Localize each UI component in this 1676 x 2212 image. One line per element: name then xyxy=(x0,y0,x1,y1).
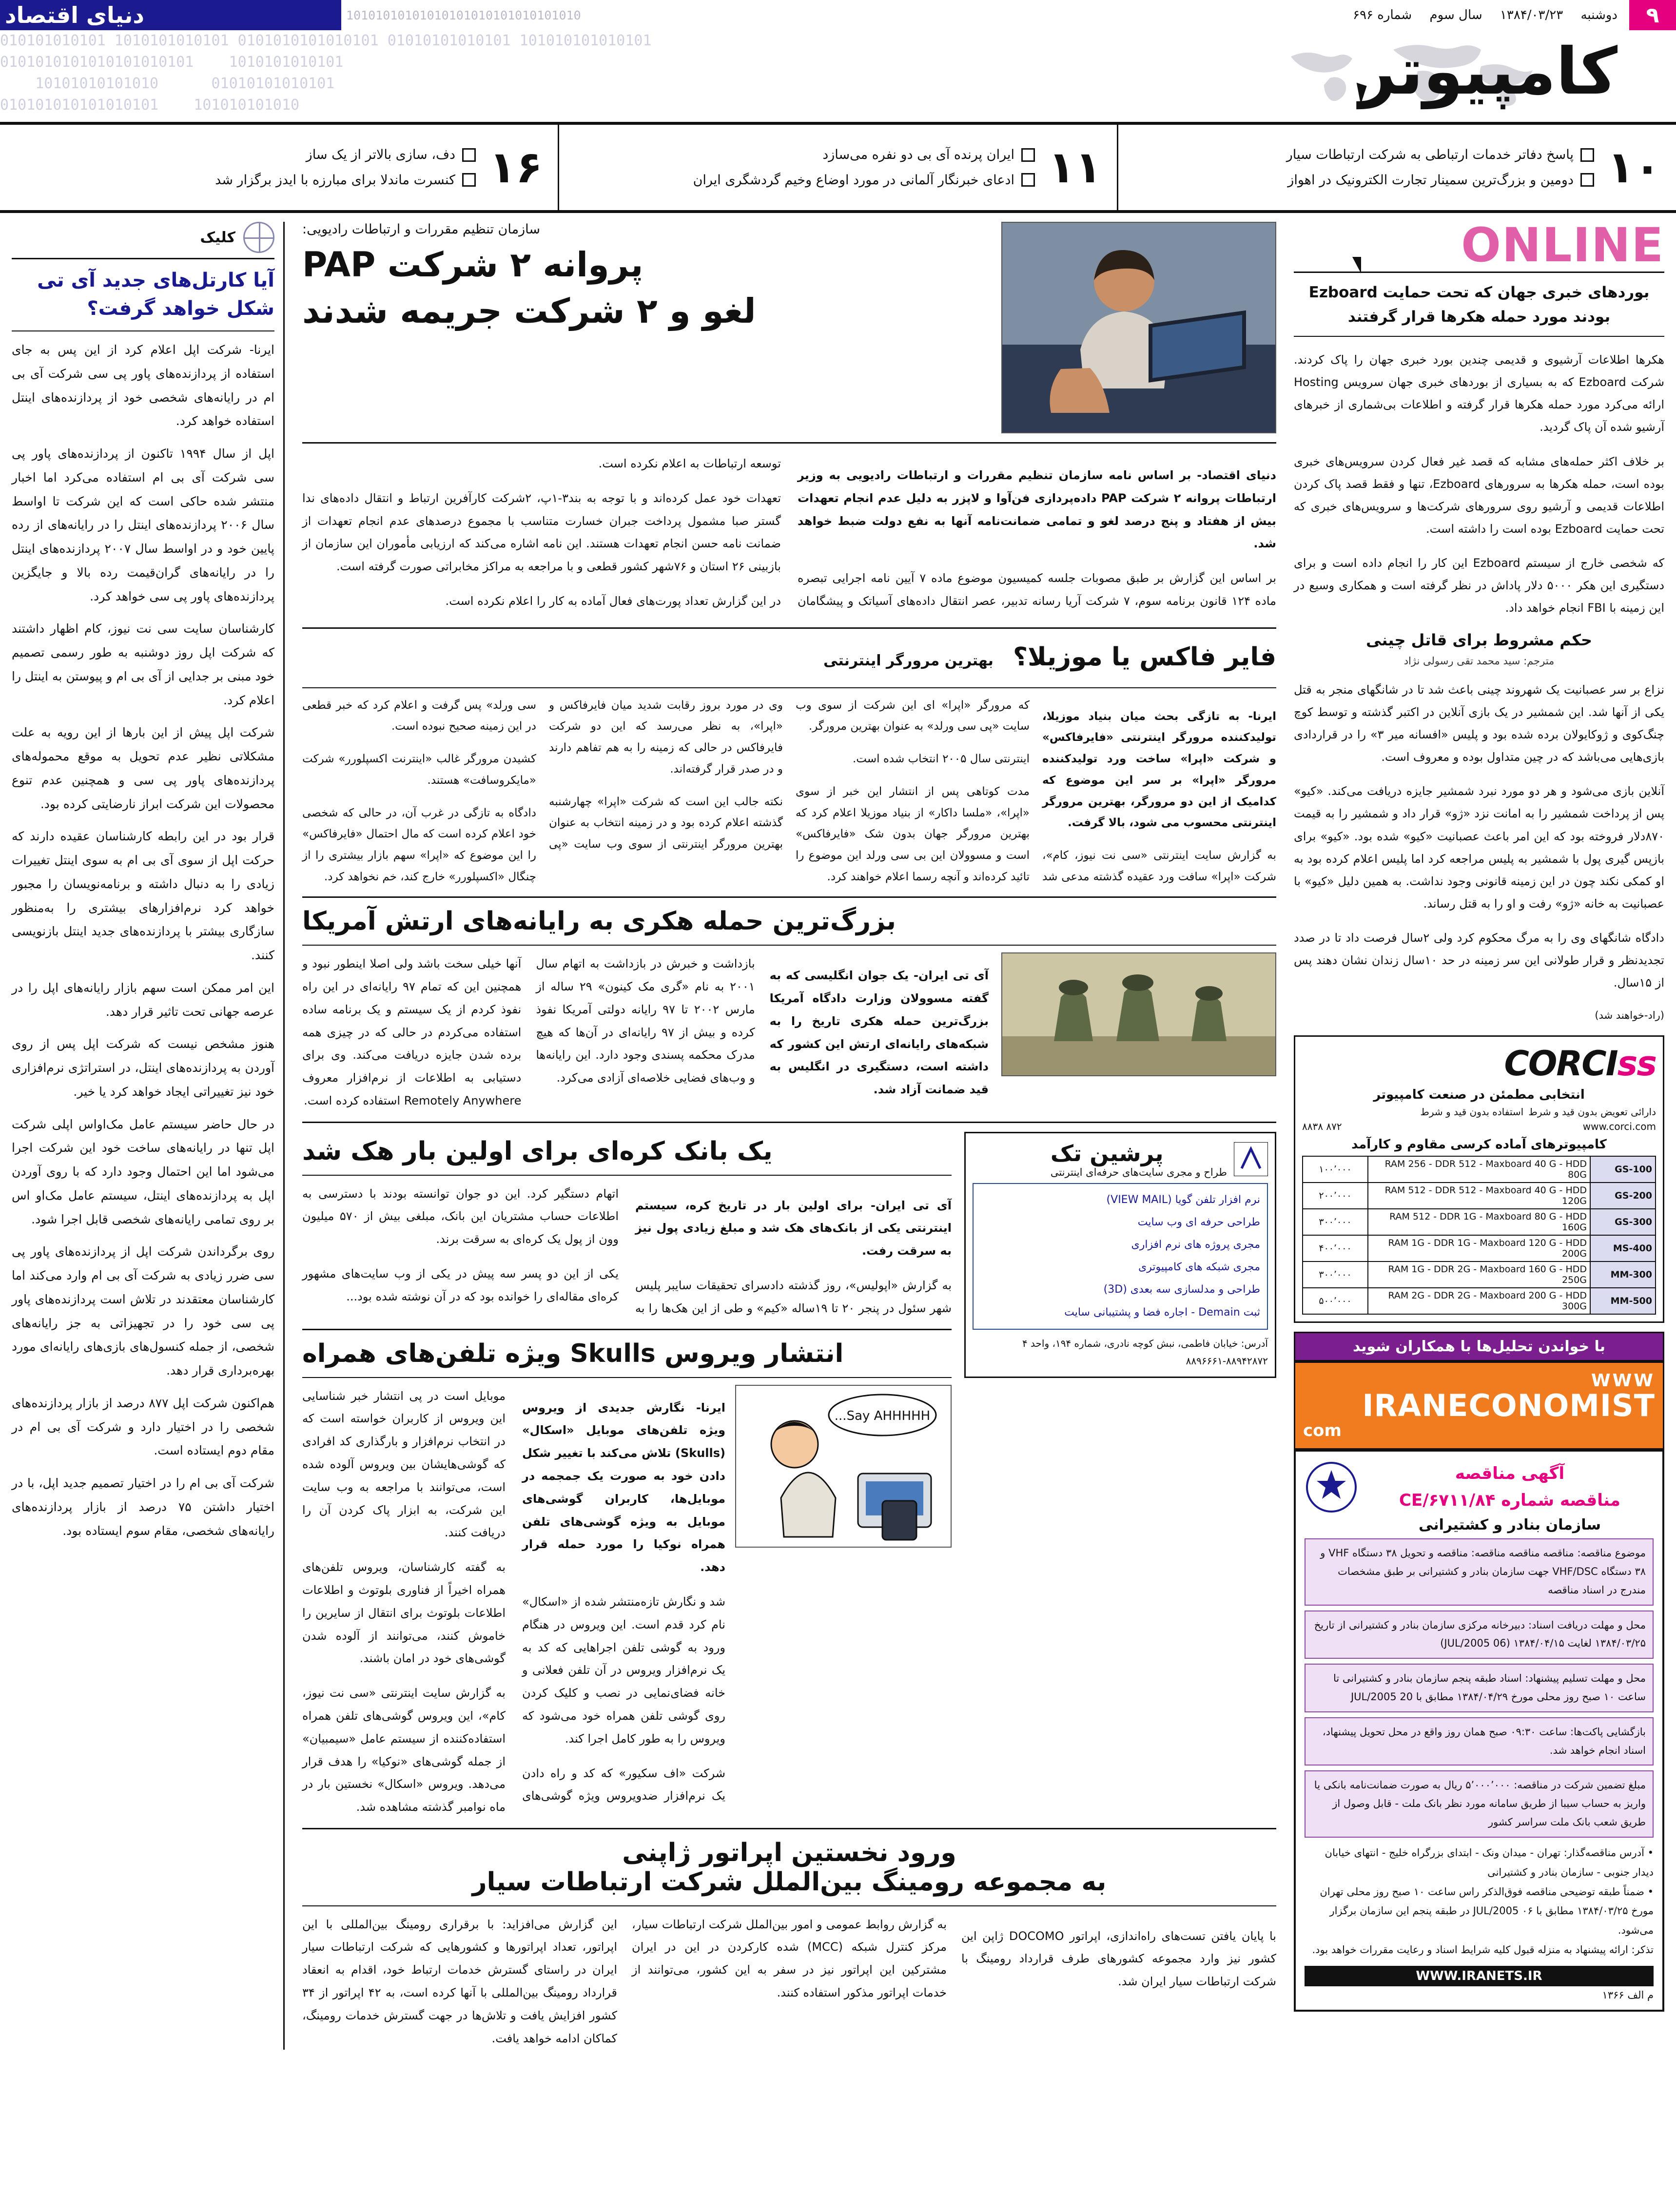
center-column xyxy=(293,222,1285,2050)
lead-paragraph: دنیای اقتصاد- بر اساس نامه سازمان تنظیم مقررات و ارتباطات رادیویی به وزیر ارتباطات پروانه ۲ شرکت PAP داده‌پردازی فن‌آوا و لاپزر به دلیل عدم انجام تعهدات بیش از هفتاد و پنج درصد لغو و تمامی ضمانت‌نامه آنها به نفع دولت ضبط خواهد شد. xyxy=(798,468,1276,551)
paragraph: این امر ممکن است سهم بازار رایانه‌های اپل را در عرصه جهانی تحت تاثیر قرار دهد. xyxy=(12,980,274,1019)
cell-model: GS-200 xyxy=(1590,1183,1656,1209)
lead-article-body xyxy=(302,452,1276,619)
tender-website[interactable]: WWW.IRANETS.IR xyxy=(1305,1966,1654,1986)
skulls-cartoon xyxy=(735,1385,952,1548)
paragraph: در این گزارش تعداد پورت‌های فعال آماده به کار را اعلام نکرده است. xyxy=(445,594,781,608)
korea-bank-row xyxy=(302,1132,1276,1819)
bullet-square-icon xyxy=(1580,148,1594,162)
ad-tender[interactable] xyxy=(1294,1450,1664,2012)
tender-row: مبلغ تضمین شرکت در مناقصه: ۵٬۰۰۰٬۰۰۰ ریال به صورت ضمانت‌نامه بانکی یا واریز به حساب سیبا از طریق سامانه مورد نظر بانک ملت - قابل وصول از طریق شعب بانک ملت سراسر کشور xyxy=(1305,1770,1654,1837)
paragraph: هکرها اطلاعات آرشیوی و قدیمی چندین بورد خبری جهان را پاک کردند. شرکت Ezboard که به بسیاری از بوردهای خبری جهان سرویس Hosting ارائه می‌کرد مورد حمله هکرها قرار گرفته و اطلاعات بی‌شماری از خبرهای آرشیو شده آن پاک گردید. xyxy=(1294,353,1664,434)
list-item: طراحی حرفه ای وب سایت xyxy=(1137,1216,1260,1228)
bullet-square-icon xyxy=(462,148,476,162)
online-article-body xyxy=(1294,349,1664,619)
cell-price: ۳۰۰٬۰۰۰ xyxy=(1303,1261,1368,1288)
paragraph: اپل از سال ۱۹۹۴ تاکنون از پردازنده‌های پاور پی سی شرکت آی بی ام استفاده می‌کرد اما اخبار منتشر شده حاکی است که این شرکت تا اواسط سال ۲۰۰۶ پردازنده‌های اینتل را در رایانه‌های از رده پایین خود و در اواسط سال ۲۰۰۷ پردازنده‌های اینتل را در رایانه‌های گران‌قیمت رده بالا و جایگزین پردازنده‌های پاور پی سی خواهد کرد. xyxy=(12,446,275,603)
tender-footer-line: • آدرس مناقصه‌گذار: تهران - میدان ونک - ابتدای بزرگراه خلیج - انتهای خیابان دیدار جنوبی - سازمان بنادر و کشتیرانی xyxy=(1325,1846,1654,1878)
lead-article xyxy=(302,222,1276,433)
kelik-body xyxy=(12,338,274,1543)
paragraph: شرکت «اف سکیور» که کد و راه دادن یک نرم‌افزار ضدویروس ویژه گوشی‌های موبایل است در پی انتشار خبر شناسایی این ویروس از کاربران خواسته است که در انتخاب نرم‌افزار و بارگذاری کد افرادی که گوشی‌هایشان بین ویروس آلوده شده است، می‌توانند با مراجعه به وب سایت این شرکت، به ابزار پاک کردن آن را دریافت کنند. xyxy=(302,1389,725,1803)
ad-www-label: WWW xyxy=(1591,1371,1655,1391)
paragraph: به گزارش سایت اینترنتی «سی نت نیوز، کام»، این ویروس گوشی‌های تلفن همراه استفاده‌کننده از سیستم عامل «سیمبیان» از جمله گوشی‌های «نوکیا» را هدف قرار می‌دهد. ویروس «اسکال» نخستین بار در ماه نوامبر گذشته مشاهده شد. xyxy=(302,1686,506,1814)
address-label: آدرس: xyxy=(1241,1337,1268,1349)
lead-kicker: سازمان تنظیم مقررات و ارتباطات رادیویی: xyxy=(302,222,540,237)
cell-price: ۲۰۰٬۰۰۰ xyxy=(1303,1183,1368,1209)
teaser-item[interactable] xyxy=(0,125,558,210)
cell-price: ۴۰۰٬۰۰۰ xyxy=(1303,1235,1368,1261)
section-logo: کامپیوتر xyxy=(1359,34,1618,109)
paragraph: نزاع بر سر عصبانیت یک شهروند چینی باعث شد تا در شانگهای منجر به قتل یکی از آنها شد. این شمشیر در یک بازی آنلاین در اکتبر گذشته و توسط کوچ چنگ‌کوی و ژوکایولان برده شده بود و پلیس «افسانه میر ۳» را در قراردادی بازی‌هایی می‌باشد که در چین متداول بوده و معروف است. xyxy=(1294,683,1665,764)
paragraph: هنوز مشخص نیست که شرکت اپل پس از روی آوردن به پردازنده‌های اینتل، در استراتژی نرم‌افزاری خود نیز تغییراتی ایجاد خواهد کرد یا خیر. xyxy=(12,1037,274,1099)
tender-row: محل و مهلت دریافت اسناد: دبیرخانه مرکزی سازمان بنادر و کشتیرانی از تاریخ ۱۳۸۴/۰۳/۲۵ لغایت ۱۳۸۴/۰۴/۱۵ (JUL/2005 06) xyxy=(1305,1610,1654,1659)
online-logo: ONLINE xyxy=(1461,218,1664,272)
cell-spec: RAM 2G - DDR 2G - Maxboard 200 G - HDD 300G xyxy=(1368,1288,1590,1314)
paragraph: به گزارش روابط عمومی و امور بین‌الملل شرکت ارتباطات سیار، مرکز کنترل شبکه (MCC) شده کارکردن در این در ایران مشترکین این اپراتور نیز در سفر به این کشور، می‌توانند از خدمات اپراتور مذکور استفاده کنند. xyxy=(632,1917,947,1999)
teaser-page-number: ۱۶ xyxy=(489,141,543,193)
tender-row: موضوع مناقصه: مناقصه مناقصه مناقصه: مناقصه و تحویل ۳۸ دستگاه VHF و ۳۸ دستگاه VHF/DSC جهت سازمان بنادر و کشتیرانی بر طبق مشخصات مندرج در اسناد مناقصه xyxy=(1305,1538,1654,1605)
paragraph: آنها خیلی سخت باشد ولی اصلا اینطور نبود و همچنین این که تمام ۹۷ رایانه‌ای در این راه نفوذ کردم از یک سیستم و یک برنامه ساده استفاده می‌کردم در حالی که در چیزی همه برده شدن جایزه دریافت می‌کند. وی برای دستیابی به اطلاعات از نرم‌افزار معروف Remotely Anywhere استفاده کرده است. xyxy=(302,957,522,1108)
cell-price: ۵۰۰٬۰۰۰ xyxy=(1303,1288,1368,1314)
corci-bullet: دارائی تعویض بدون قید و شرط xyxy=(1528,1106,1656,1118)
army-hack-article xyxy=(302,952,1276,1112)
list-item: نرم افزار تلفن گویا (VIEW MAIL) xyxy=(1106,1193,1260,1206)
persian-sub: طراح و مجری سایت‌های حرفه‌ای اینترنتی xyxy=(1050,1166,1227,1178)
korea-bank-body xyxy=(302,1183,952,1320)
list-item: مجری شبکه های کامپیوتری xyxy=(1138,1261,1260,1274)
paragraph: آنلاین بازی می‌شود و هر دو مورد نبرد شمشیر جایزه دریافت می‌کند. «کیو» پس از پرداخت شمشیر را به امانت نزد «ژو» قرار داد و شمشیر را به قیمت ۸۷۰دلار فروخته بود که این امر باعث عصبانیت «کیو» شده بود. «کیو» برای بازپس گیری پول با شمشیر به پلیس مراجعه کرد اما پلیس اعلام کرده بود به او کمکی نکند چون در این زمینه قانونی وجود نداشت. به همین دلیل «کیو» با عصبانیت به خانه «ژو» رفت و او را به قتل رساند. xyxy=(1294,784,1664,911)
table-row xyxy=(1303,1235,1656,1261)
paragraph: هم‌اکنون شرکت اپل ۸۷۷ درصد از بازار پردازنده‌های شخصی را در اختیار دارد و شرکت آی بی ام در مقام دوم ایستاده است. xyxy=(12,1396,275,1458)
paragraph: بر اساس این گزارش بر طبق مصوبات جلسه کمیسیون موضوع ماده ۷ آیین نامه اجرایی تبصره ماده ۱۲۴ قانون برنامه سوم، ۷ شرکت آریا رسانه تدبیر، عصر انتقال داده‌های آسیاتک و پیشگامان توسعه ارتباطات به اعلام نکرده است. xyxy=(598,457,1276,608)
paragraph: ایرنا- نگارش جدیدی از ویروس ویژه تلفن‌های موبایل «اسکال» (Skulls) تلاش می‌کند با تغییر شکل دادن خود به صورت یک جمجمه در موبایل‌ها، کاربران گوشی‌های موبایل به ویژه گوشی‌های تلفن همراه نوکیا را مورد حمله قرار دهد. xyxy=(522,1400,725,1574)
binary-decoration-block: 010101010101 1010101010101 0101010101010101 01010101010101 101010101010101 0101010101010101010101 1010101010101 10101010101010 01010101010101 010101010101010101 101010101010 xyxy=(0,32,652,114)
lead-headline: پروانه ۲ شرکت PAP لغو و ۲ شرکت جریمه شدند xyxy=(302,245,756,331)
paragraph: این گزارش می‌افزاید: با برقراری رومینگ بین‌المللی با این اپراتور، تعداد اپراتورها و کشورهایی که شرکت ارتباطات سیار ایران در راستای گسترش خدمات ارتباط خود، اقدام به انعقاد قرارداد رومینگ بین‌المللی با آنها کرده است، به ۴۲ اپراتور از ۳۴ کشور افزایش یافت و تلاش‌ها در جهت گسترش خدمات رومینگ، کماکان ادامه خواهد یافت. xyxy=(302,1917,617,2045)
teaser-text: پاسخ دفاتر خدمات ارتباطی به شرکت ارتباطات سیار xyxy=(1286,147,1574,163)
online-headline: بوردهای خبری جهان که تحت حمایت Ezboard بودند مورد حمله هکرها قرار گرفتند xyxy=(1308,284,1650,326)
cell-spec: RAM 1G - DDR 2G - Maxboard 160 G - HDD 250G xyxy=(1368,1261,1590,1288)
teaser-line[interactable] xyxy=(215,168,476,193)
cell-model: MM-300 xyxy=(1590,1261,1656,1288)
corci-bullet: استفاده بدون قید و شرط xyxy=(1420,1106,1524,1118)
ad-banner-text[interactable]: با خواندن تحلیل‌ها با همکاران شوید xyxy=(1294,1332,1664,1361)
paragraph: (راد-خواهند شد) xyxy=(1595,1009,1664,1022)
paragraph: به گفته کارشناسان، ویروس تلفن‌های همراه اخیراً از فناوری بلوتوث و اطلاعات اطلاعات بلوتوث برای انتقال از سایرین را خاموش کنند، می‌توانند از آلوده شدن گوشی‌های خود در امان باشند. xyxy=(302,1560,506,1666)
teaser-text: ایران پرنده آی بی دو نفره می‌سازد xyxy=(822,147,1014,163)
teaser-line[interactable] xyxy=(693,168,1035,193)
teaser-item[interactable] xyxy=(558,125,1117,210)
paragraph: آی تی ایران- برای اولین بار در تاریخ کره، سیستم اینترنتی یکی از بانک‌های هک شد و مبلغ زیادی پول نیز به سرقت رفت. xyxy=(635,1198,952,1258)
paragraph: شد و نگارش تازه‌منتشر شده از «اسکال» نام کرد قدم است. این ویروس در هنگام ورود به گوشی تلفن اجراهایی که کد به یک نرم‌افزار ویروس در آن تلفن فعلانی و خانه فضای‌نمایی در نصب و کلیک کردن روی گوشی تلفن همراه خود می‌شود که ویروس را به طور کامل اجرا کند. xyxy=(522,1595,725,1746)
corci-logo: CORCIss xyxy=(1504,1044,1656,1084)
paragraph: یکی از این دو پسر سه پیش در یکی از وب سایت‌های مشهور کره‌ای مقاله‌ای را خوانده بود که در آن نوشته شده بود... xyxy=(302,1267,619,1303)
paragraph: در حال حاضر سیستم عامل مک‌اواس اپلی شرکت اپل تنها در رایانه‌های ساخت خود این شرکت اجرا می‌شود اما این احتمال وجود دارد که با روی آوردن اپل به پردازنده‌های اینتل، سیستم عامل مک‌او اس بر روی تمامی رایانه‌های شخصی قابل اجرا شود. xyxy=(12,1117,274,1226)
cell-spec: RAM 1G - DDR 1G - Maxboard 120 G - HDD 200G xyxy=(1368,1235,1590,1261)
paragraph: مدت کوتاهی پس از انتشار این خبر از سوی «اپرا»، «ملسا داکار» از بنیاد موزیلا اعلام کرد که بهترین مرورگر جهان بدون شک «فایرفاکس» است و مسوولان این بی سی ورلد این موضوع را تائید کرده‌اند و آنچه رسما اعلام خواهند کرد. xyxy=(796,785,1030,883)
paragraph: ایرنا- به تازگی بحث میان بنیاد موزیلا، تولیدکننده مرورگر اینترنتی «فایرفاکس» و شرکت «اپرا» ساخت ورد تولیدکننده مرورگر «اپرا» بر سر این موضوع که کدامیک از این دو مرورگر، بهترین مرورگر اینترنتی محسوب می شود، بالا گرفت. xyxy=(1042,710,1276,830)
ad-corci[interactable] xyxy=(1294,1035,1664,1323)
teaser-page-number: ۱۱ xyxy=(1048,141,1102,193)
roaming-headline: ورود نخستین اپراتور ژاپنی به مجموعه رومینگ بین‌الملل شرکت ارتباطات سیار xyxy=(472,1838,1107,1897)
lead-photo xyxy=(1001,222,1276,433)
cell-price: ۱۰۰٬۰۰۰ xyxy=(1303,1156,1368,1183)
table-row xyxy=(1303,1261,1656,1288)
corci-phone: ۸۷۲ ۸۸۳۸ xyxy=(1302,1121,1342,1133)
cell-model: MM-500 xyxy=(1590,1288,1656,1314)
roaming-body xyxy=(302,1913,1276,2050)
persian-tech-logo-icon xyxy=(1234,1142,1268,1176)
page-number: ۹ xyxy=(1629,0,1676,30)
table-row xyxy=(1303,1156,1656,1183)
paragraph: روی برگرداندن شرکت اپل از پردازنده‌های پاور پی سی ضرر زیادی به شرکت آی بی ام وارد می‌کند اما کارشناسان معتقدند در تلاش است پردازنده‌های پاور پی سی خود را در تجهیزاتی به جز رایانه‌های شخصی، از جمله کنسول‌های بازی‌های رایانه‌ای مورد بهره‌برداری قرار دهد. xyxy=(12,1244,274,1378)
paragraph: اینترنتی سال ۲۰۰۵ انتخاب شده است. xyxy=(852,753,1030,766)
browser-headline: فایر فاکس یا موزیلا؟ xyxy=(1013,642,1276,672)
online-column xyxy=(1294,218,1665,2050)
list-item: مجری پروژه های نرم افزاری xyxy=(1131,1239,1260,1251)
skulls-headline: انتشار ویروس Skulls ویژه تلفن‌های همراه xyxy=(302,1339,844,1368)
table-row xyxy=(1303,1183,1656,1209)
tender-title: آگهی مناقصه مناقصه شماره ۸۴/CE/۶۷۱۱ xyxy=(1399,1464,1620,1510)
bullet-square-icon xyxy=(462,173,476,187)
paragraph: کارشناسان سایت سی نت نیوز، کام اظهار داشتند که شرکت اپل روز دوشنبه به طور رسمی تصمیم خود مبنی بر جدایی از آی بی ام و پیوستن به اینتل را اعلام کرد. xyxy=(12,621,274,707)
paragraph: کشیدن مرورگر غالب «اینترنت اکسپلورر» شرکت «مایکروسافت» هستند. xyxy=(302,753,536,787)
paragraph: شرکت آی بی ام را در اختیار تصمیم جدید اپل، با در اختیار داشتن ۷۵ درصد از بازار پردازنده‌های رایانه‌های شخصی، مقام سوم ایستاده بود. xyxy=(12,1476,275,1538)
kelik-header xyxy=(12,222,274,259)
paragraph: تعهدات خود عمل کرده‌اند و با توجه به بند۳-۱پ، ۲شرکت کارآفرین ارتباط و انتقال داده‌های ندا گستر صبا مشمول پرداخت جبران خسارت متناسب با مجموع درصدهای عدم انجام تعهدات از ضمانت نامه حسن انجام تعهدات هستند. این نامه اشاره می‌کند که ارزیابی مأموران این سازمان از بازبینی ۲۶ استان و ۷۶شهر کشور قطعی و با مراجعه به مراکز مخابراتی صورت گرفته است. xyxy=(302,491,781,574)
online-sub-headline: حکم مشروط برای قاتل چینی xyxy=(1365,631,1593,650)
paragraph: بر خلاف اکثر حمله‌های مشابه که قصد غیر فعال کردن سرویس‌های خبری بوده است، حمله هکرها به سرورهای Ezboard، تنها و فقط قصد پاک کردن اطلاعات قدیمی و آرشیو روی سرورهای شرکت‌ها و سرویس‌های خبری که تحت حمایت Ezboard بوده است را داشته است. xyxy=(1294,454,1664,536)
masthead-date xyxy=(1339,8,1629,22)
army-hack-headline: بزرگ‌ترین حمله هکری به رایانه‌های ارتش آمریکا xyxy=(302,907,896,936)
ports-organization-logo-icon xyxy=(1305,1460,1358,1514)
bullet-square-icon xyxy=(1580,173,1594,187)
list-item: طراحی و مدلسازی سه بعدی (3D) xyxy=(1103,1283,1260,1296)
cell-model: GS-100 xyxy=(1590,1156,1656,1183)
teaser-line[interactable] xyxy=(1286,168,1594,193)
paragraph: آی تی ایران- یک جوان انگلیسی که به گفته مسوولان وزارت دادگاه آمریکا بزرگ‌ترین حمله هکری تاریخ را به شبکه‌های رایانه‌ای ارتش این کشور که داشته است، دستگیری در انگلیس به قید ضمانت آزاد شد. xyxy=(769,969,989,1097)
kelik-section-label: کلیک xyxy=(200,229,235,246)
list-item: ثبت Demain - اجاره فضا و پشتیبانی سایت xyxy=(1064,1306,1260,1319)
ad-iraneconomist[interactable] xyxy=(1294,1361,1664,1450)
cell-price: ۳۰۰٬۰۰۰ xyxy=(1303,1209,1368,1235)
paragraph: شرکت اپل پیش از این بارها از این رویه به علت مشکلاتی نظیر عدم تحویل به موقع محموله‌های پردازنده‌های پاور پی سی و همچنین عدم تنوع محصولات این شرکت ابراز نارضایتی کرده بود. xyxy=(12,725,274,811)
paragraph: وی در مورد بروز رقابت شدید میان فایرفاکس و «اپرا»، به نظر می‌رسد که این دو شرکت فایرفاکس در حالی که زمینه را به هم تفاهم دارند و در صدر قرار گرفته‌اند. xyxy=(549,699,783,776)
teaser-line[interactable] xyxy=(1286,142,1594,167)
cell-spec: RAM 512 - DDR 512 - Maxboard 40 G - HDD 120G xyxy=(1368,1183,1590,1209)
paragraph: ایرنا- شرکت اپل اعلام کرد از این پس به جای استفاده از پردازنده‌های پاور پی سی شرکت آی بی ام در رایانه‌های شخصی خود از پردازنده‌های اینتل استفاده خواهد کرد. xyxy=(12,343,274,428)
teaser-text: دومین و بزرگ‌ترین سمینار تجارت الکترونیک در اهواز xyxy=(1287,172,1574,188)
corci-site[interactable]: www.corci.com xyxy=(1582,1121,1656,1133)
ad-persian-tech[interactable] xyxy=(964,1132,1276,1378)
paragraph: دادگاه به تازگی در غرب آن، در حالی که شخصی خود اعلام کرده است که مال احتمال «فایرفاکس» را این موضوع که «اپرا» سهم بازار بیشتری را از چنگال «اکسپلورر» خارج کند، خم نخواهد کرد. xyxy=(302,806,536,883)
issue-label: شماره ۶۹۶ xyxy=(1353,8,1412,22)
cell-model: MS-400 xyxy=(1590,1235,1656,1261)
teaser-item[interactable] xyxy=(1117,125,1676,210)
teaser-bar xyxy=(0,125,1676,213)
man-with-laptop-photo xyxy=(1002,223,1275,432)
bullet-square-icon xyxy=(1021,148,1035,162)
page-body xyxy=(0,213,1676,2069)
tender-footer xyxy=(1305,1843,1654,1960)
online-sub-body xyxy=(1294,679,1664,1025)
bullet-square-icon xyxy=(1021,173,1035,187)
tender-footer-line: • ضمناً طبقه توضیحی مناقصه فوق‌الذکر راس ساعت ۱۰ صبح روز محلی تهران مورخ ۱۳۸۴/۰۳/۲۵ مطابق با ۰۶ JUL/2005 در طبقه پنجم این سازمان برگزار می‌شود. xyxy=(1320,1885,1654,1937)
cell-spec: RAM 512 - DDR 1G - Maxboard 80 G - HDD 160G xyxy=(1368,1209,1590,1235)
tender-organization: سازمان بنادر و کشتیرانی xyxy=(1419,1516,1601,1534)
persian-services-list xyxy=(973,1183,1268,1330)
paragraph: نکته جالب این است که شرکت «اپرا» چهارشنبه گذشته اعلام کرده بود و در زمینه انتخاب به عنوان بهترین مرورگر اینترنتی از سوی وب سایت «پی سی ورلد» پس گرفت و اعلام کرد که خبر قطعی در این زمینه صحیح نبوده است. xyxy=(302,699,783,851)
skulls-body xyxy=(302,1385,725,1819)
tender-code: م الف ۱۳۶۶ xyxy=(1602,1989,1654,2001)
corci-tagline: انتخابی مطمئن در صنعت کامپیوتر xyxy=(1373,1087,1585,1103)
teaser-line[interactable] xyxy=(693,142,1035,167)
cell-model: GS-300 xyxy=(1590,1209,1656,1235)
binary-decoration-strip: 10101010101010101010101010101010 xyxy=(346,8,581,22)
paragraph: قرار بود در این رابطه کارشناسان عقیده دارند که حرکت اپل از سوی آی بی ام به سوی اینتل تغییرات زیادی را به دنبال داشته و برنامه‌نویسان را مجبور خواهد کرد نرم‌افزارهای بیشتری را به‌منظور سازگاری بیشتر با پردازنده‌های جدید اینتل بازنویسی کنند. xyxy=(12,829,274,962)
soldiers-photo xyxy=(1001,952,1276,1076)
svg-text:Say AHHHHH...: Say AHHHHH... xyxy=(834,1408,931,1423)
cell-spec: RAM 256 - DDR 512 - Maxboard 40 G - HDD 80G xyxy=(1368,1156,1590,1183)
browser-article-body xyxy=(302,695,1276,888)
paragraph: دادگاه شانگهای وی را به مرگ محکوم کرد ولی ۲سال فرصت داد تا در صدد تجدیدنظر و قرار طولانی این سر زمینه در حد ۱۰سال زندان نشان دهند پس از ۱۵سال. xyxy=(1294,931,1664,990)
persian-address xyxy=(973,1335,1268,1370)
paragraph: با پایان یافتن تست‌های راه‌اندازی، اپراتور DOCOMO ژاپن این کشور نیز وارد مجموعه کشورهای طرف قرارداد رومینگ با شرکت ارتباطات سیار ایران شد. xyxy=(961,1929,1276,1989)
online-byline: مترجم: سید محمد تقی رسولی نژاد xyxy=(1403,655,1555,667)
masthead-topbar xyxy=(0,0,1676,30)
online-logo-block xyxy=(1294,218,1664,273)
browser-article-header xyxy=(302,638,1276,680)
paragraph: که شخصی خارج از سیستم Ezboard این کار را انجام داده است و برای دستگیری این هکر ۵۰۰۰ دلار پاداش در نظر گرفته است و همکاری وسیع در این زمینه با FBI انجام خواهد داد. xyxy=(1294,556,1665,615)
tender-row: بازگشایی پاکت‌ها: ساعت ۰۹:۳۰ صبح همان روز واقع در محل تحویل پیشنهاد، اسناد انجام خواهد شد. xyxy=(1305,1717,1654,1766)
army-hack-body xyxy=(302,952,989,1112)
corci-bullets xyxy=(1302,1106,1656,1118)
masthead-body xyxy=(0,30,1676,118)
tender-row: محل و مهلت تسلیم پیشنهاد: اسناد طبقه پنجم سازمان بنادر و کشتیرانی تا ساعت ۱۰ صبح روز محلی مورخ ۱۳۸۴/۰۴/۲۹ مطابق با JUL/2005 20 xyxy=(1305,1664,1654,1712)
kelik-column xyxy=(12,222,285,2050)
masthead xyxy=(0,0,1676,125)
teaser-page-number: ۱۰ xyxy=(1607,141,1661,193)
corci-table-title: کامپیوترهای آماده کرسی مقاوم و کارآمد xyxy=(1351,1137,1607,1152)
globe-icon xyxy=(243,222,274,253)
teaser-line[interactable] xyxy=(215,142,476,167)
paragraph: به گزارش «اپولیس»، روز گذشته دادسرای تحقیقات سایبر پلیس شهر سئول در پنجر ۲۰ تا ۱۹ساله «کیم» و طی از این هک‌ها را به اتهام دستگیر کرد. این دو جوان توانسته بودند با دسترسی به اطلاعات حساب مشتریان این بانک، مبلغی بیش از ۵۷۰ میلیون وون از پول یک کره‌ای به سرقت برند. xyxy=(302,1186,952,1315)
korea-bank-headline: یک بانک کره‌ای برای اولین بار هک شد xyxy=(302,1136,773,1166)
date-numeric: ۱۳۸۴/۰۳/۲۳ xyxy=(1500,8,1563,22)
teaser-text: کنسرت ماندلا برای مبارزه با ایدز برگزار شد xyxy=(215,172,455,188)
cursor-arrow-icon xyxy=(1352,257,1361,273)
teaser-text: ادعای خبرنگار آلمانی در مورد اوضاع وخیم گردشگری ایران xyxy=(693,172,1014,188)
browser-sub-headline: بهترین مرورگر اینترنتی xyxy=(823,652,994,669)
date-weekday: دوشنبه xyxy=(1580,8,1618,22)
year-label: سال سوم xyxy=(1429,8,1482,22)
publication-brand: دنیای اقتصاد xyxy=(0,0,341,31)
paragraph: بازداشت و خبرش در بازداشت به اتهام سال ۲۰۰۱ به نام «گری مک کینون» ۲۹ ساله از مارس ۲۰۰۲ تا ۹۷ رایانه دولتی آمریکا نفوذ کرده و بیش از ۹۷ رایانه‌ای در آن‌ها که هیچ مدرک محکمه پسندی وجود دارد. این رایانه‌ها و وب‌های فضایی خلاصه‌ای آزادی می‌کرد. xyxy=(536,957,755,1085)
tender-footer-line: تذکر: ارائه پیشنهاد به منزله قبول کلیه شرایط اسناد و رعایت مقررات خواهد بود. xyxy=(1312,1944,1654,1956)
table-row xyxy=(1303,1209,1656,1235)
persian-brand: پرشین تک xyxy=(1050,1140,1164,1166)
corci-price-table xyxy=(1302,1156,1656,1315)
address-value: خیابان فاطمی، نبش کوچه نادری، شماره ۱۹۴، واحد ۴ xyxy=(1022,1337,1238,1349)
paragraph: به گزارش سایت اینترنتی «سی نت نیوز، کام»، شرکت «اپرا» سافت ورد عقیده گذشته مدعی شد که مرورگر «اپرا» ای این شرکت از سوی وب سایت «پی سی ورلد» به عنوان بهترین مرورگر. xyxy=(796,699,1276,883)
table-row xyxy=(1303,1288,1656,1314)
teaser-text: دف، سازی بالاتر از یک ساز xyxy=(306,147,455,163)
kelik-headline: آیا کارتل‌های جدید آی تی شکل خواهد گرفت؟ xyxy=(37,269,274,320)
ad-tld: com xyxy=(1303,1421,1342,1441)
ad-domain: IRANECONOMIST xyxy=(1362,1388,1655,1424)
persian-phone: ۸۸۹۶۶۶۱-۸۸۹۴۲۸۷۲ xyxy=(1186,1355,1268,1367)
